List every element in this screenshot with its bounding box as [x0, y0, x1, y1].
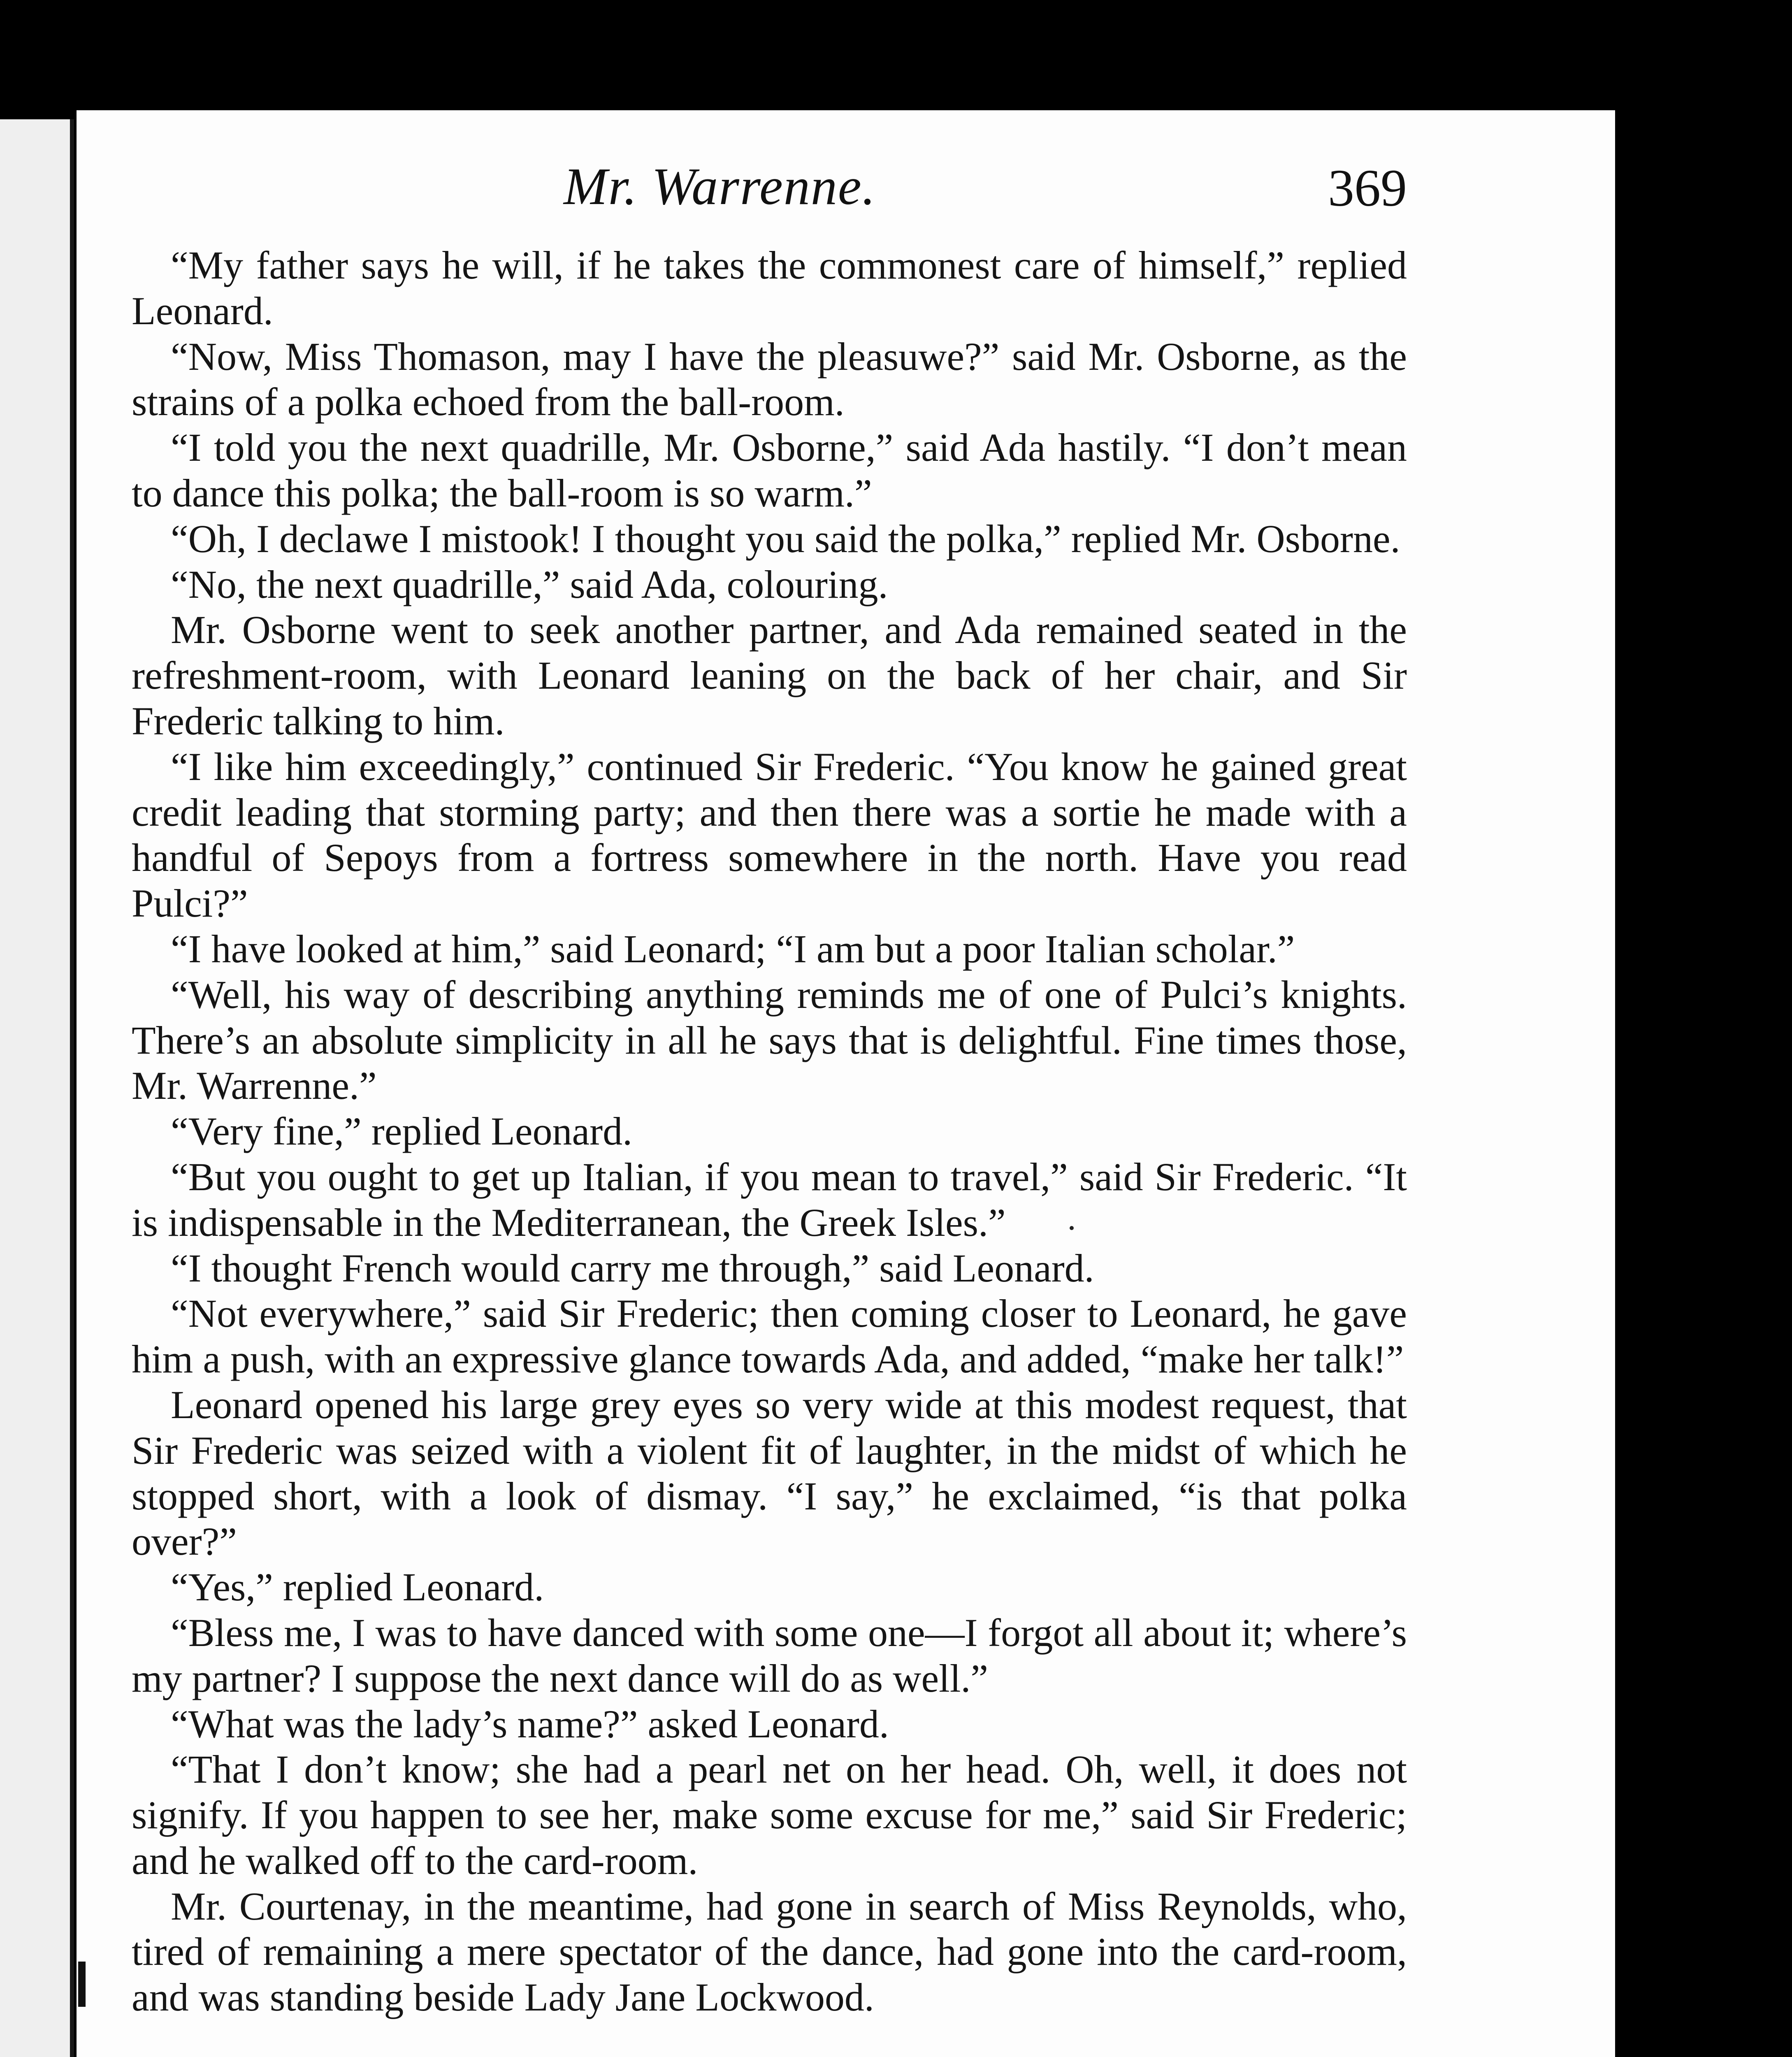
paragraph: “I thought French would carry me through,” said Leonard. [171, 1246, 1094, 1290]
paragraph: “Well, his way of describing anything reminds me of one of Pulci’s knights. There’s an absolute simplicity in all he says that is delightful. Fine times those, Mr. Warrenne.” [132, 972, 1407, 1108]
paragraph: “I like him exceedingly,” continued Sir Frederic. “You know he gained great credit leading that storming party; and then there was a sortie he made with a handful of Sepoys from a fortress somewhere in the north. Have you read Pulci?” [132, 744, 1407, 926]
paragraph: “But you ought to get up Italian, if you mean to travel,” said Sir Frederic. “It is indispensable in the Mediterranean, the Greek Isles.” [132, 1154, 1407, 1244]
running-title: Mr. Warrenne. [564, 157, 876, 216]
paragraph: “I have looked at him,” said Leonard; “I am but a poor Italian scholar.” [171, 926, 1295, 971]
paragraph: “I told you the next quadrille, Mr. Osborne,” said Ada hastily. “I don’t mean to dance this polka; the ball-room is so warm.” [132, 425, 1407, 515]
paragraph: “Bless me, I was to have danced with some one—I forgot all about it; where’s my partner? I suppose the next dance will do as well.” [132, 1610, 1407, 1700]
paragraph: “Not everywhere,” said Sir Frederic; then coming closer to Leonard, he gave him a push, with an expressive glance towards Ada, and added, “make her talk!” [132, 1291, 1407, 1381]
facing-page-edge [0, 119, 74, 2057]
paper-speck [1070, 1226, 1074, 1230]
page-number: 369 [1328, 159, 1407, 217]
paragraph: “No, the next quadrille,” said Ada, colouring. [171, 562, 888, 606]
paragraph: “Oh, I declawe I mistook! I thought you said the polka,” replied Mr. Osborne. [171, 516, 1400, 561]
paragraph: “Now, Miss Thomason, may I have the pleasuwe?” said Mr. Osborne, as the strains of a polka echoed from the ball-room. [132, 334, 1407, 424]
page-header [132, 156, 1407, 239]
paragraph: “Very fine,” replied Leonard. [171, 1109, 633, 1154]
paragraph: Leonard opened his large grey eyes so very wide at this modest request, that Sir Frederic was seized with a violent fit of laughter, in the midst of which he stopped short, with a look of dismay. “I say,” he exclaimed, “is that polka over?” [132, 1382, 1407, 1564]
paragraph: “My father says he will, if he takes the commonest care of himself,” replied Leonard. [132, 243, 1407, 333]
paragraph: Mr. Osborne went to seek another partner, and Ada remained seated in the refreshment-room, with Leonard leaning on the back of her chair, and Sir Frederic talking to him. [132, 608, 1407, 743]
binding-mark [78, 1962, 86, 2007]
paragraph: Mr. Courtenay, in the meantime, had gone in search of Miss Reynolds, who, tired of remaining a mere spectator of the dance, had gone into the card-room, and was standing beside Lady Jane Lockwood. [132, 1884, 1407, 2020]
page-body [132, 243, 1407, 2020]
paragraph: “Yes,” replied Leonard. [171, 1565, 544, 1609]
paragraph: “What was the lady’s name?” asked Leonard. [171, 1702, 889, 1746]
paragraph: “That I don’t know; she had a pearl net on her head. Oh, well, it does not signify. If you happen to see her, make some excuse for me,” said Sir Frederic; and he walked off to the card-room. [132, 1747, 1407, 1883]
